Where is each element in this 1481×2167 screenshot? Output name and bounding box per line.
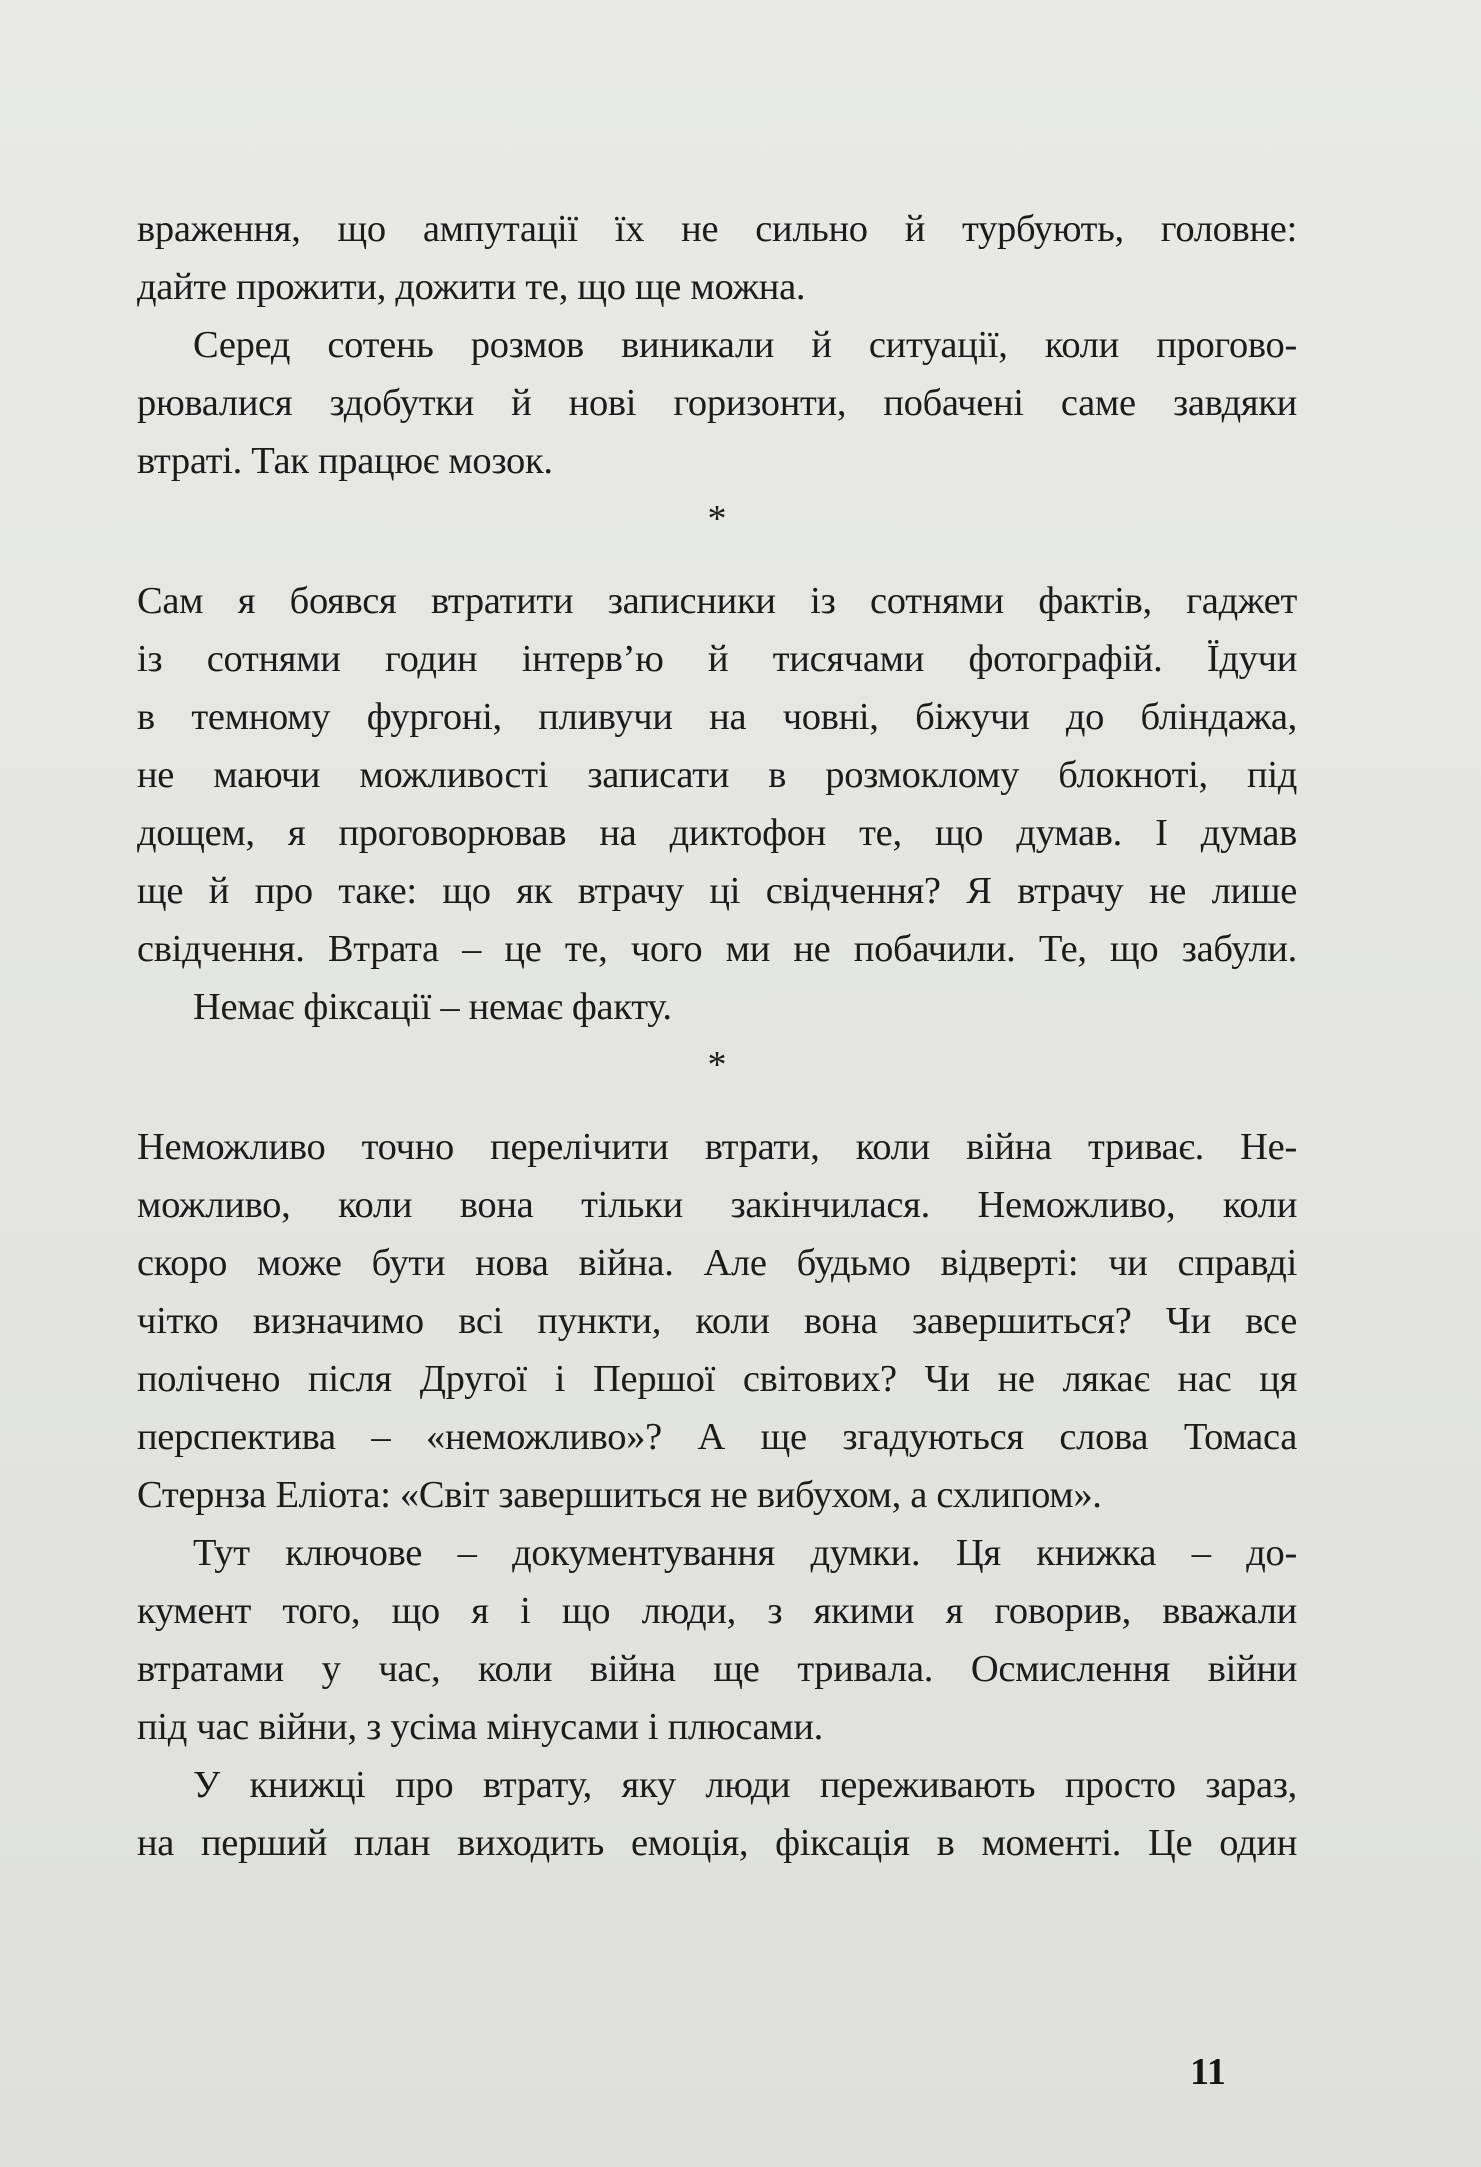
text-line: кумент того, що я і що люди, з якими я говорив, вважали xyxy=(137,1590,1297,1632)
text-line: Неможливо точно перелічити втрати, коли війна триває. Не- xyxy=(137,1126,1297,1168)
paragraph xyxy=(137,1118,1297,1524)
text-line: втратами у час, коли війна ще тривала. Осмислення війни xyxy=(137,1648,1297,1690)
text-line: полічено після Другої і Першої світових? Чи не лякає нас ця xyxy=(137,1358,1297,1400)
text-line: дайте прожити, дожити те, що ще можна. xyxy=(137,266,806,308)
text-line: можливо, коли вона тільки закінчилася. Неможливо, коли xyxy=(137,1184,1297,1226)
text-line: Серед сотень розмов виникали й ситуації, коли прогово- xyxy=(193,324,1297,366)
text-line: свідчення. Втрата – це те, чого ми не побачили. Те, що забули. xyxy=(137,928,1297,970)
paragraph xyxy=(137,572,1297,978)
text-line: не маючи можливості записати в розмоклому блокноті, під xyxy=(137,754,1297,796)
page-number: 11 xyxy=(1190,2051,1226,2093)
section-separator: * xyxy=(707,1044,727,1086)
section-gap xyxy=(137,1088,1297,1118)
text-line: із сотнями годин інтерв’ю й тисячами фотографій. Їдучи xyxy=(137,638,1297,680)
text-line: ще й про таке: що як втрачу ці свідчення? Я втрачу не лише xyxy=(137,870,1297,912)
paragraph xyxy=(137,316,1297,490)
text-line: рювалися здобутки й нові горизонти, побачені саме завдяки xyxy=(137,382,1297,424)
text-line: У книжці про втрату, яку люди переживають просто зараз, xyxy=(193,1764,1297,1806)
paragraph xyxy=(137,978,1297,1036)
section-separator: * xyxy=(707,498,727,540)
text-line: Стернза Еліота: «Світ завершиться не вибухом, а схлипом». xyxy=(137,1474,1102,1516)
text-line: скоро може бути нова війна. Але будьмо відверті: чи справді xyxy=(137,1242,1297,1284)
text-line: Сам я боявся втратити записники із сотнями фактів, гаджет xyxy=(137,580,1297,622)
text-line: на перший план виходить емоція, фіксація в моменті. Це один xyxy=(137,1822,1297,1864)
text-line: під час війни, з усіма мінусами і плюсами. xyxy=(137,1706,823,1748)
paragraph xyxy=(137,200,1297,316)
text-line: враження, що ампутації їх не сильно й турбують, головне: xyxy=(137,208,1297,250)
section-gap xyxy=(137,542,1297,572)
text-line: в темному фургоні, пливучи на човні, біжучи до бліндажа, xyxy=(137,696,1297,738)
text-line: перспектива – «неможливо»? А ще згадуються слова Томаса xyxy=(137,1416,1297,1458)
text-line: Немає фіксації – немає факту. xyxy=(193,986,672,1028)
page-body-text xyxy=(137,200,1297,1872)
paragraph xyxy=(137,1756,1297,1872)
text-line: Тут ключове – документування думки. Ця книжка – до- xyxy=(193,1532,1297,1574)
text-line: чітко визначимо всі пункти, коли вона завершиться? Чи все xyxy=(137,1300,1297,1342)
text-line: втраті. Так працює мозок. xyxy=(137,440,553,482)
paragraph xyxy=(137,1524,1297,1756)
text-line: дощем, я проговорював на диктофон те, що думав. І думав xyxy=(137,812,1297,854)
